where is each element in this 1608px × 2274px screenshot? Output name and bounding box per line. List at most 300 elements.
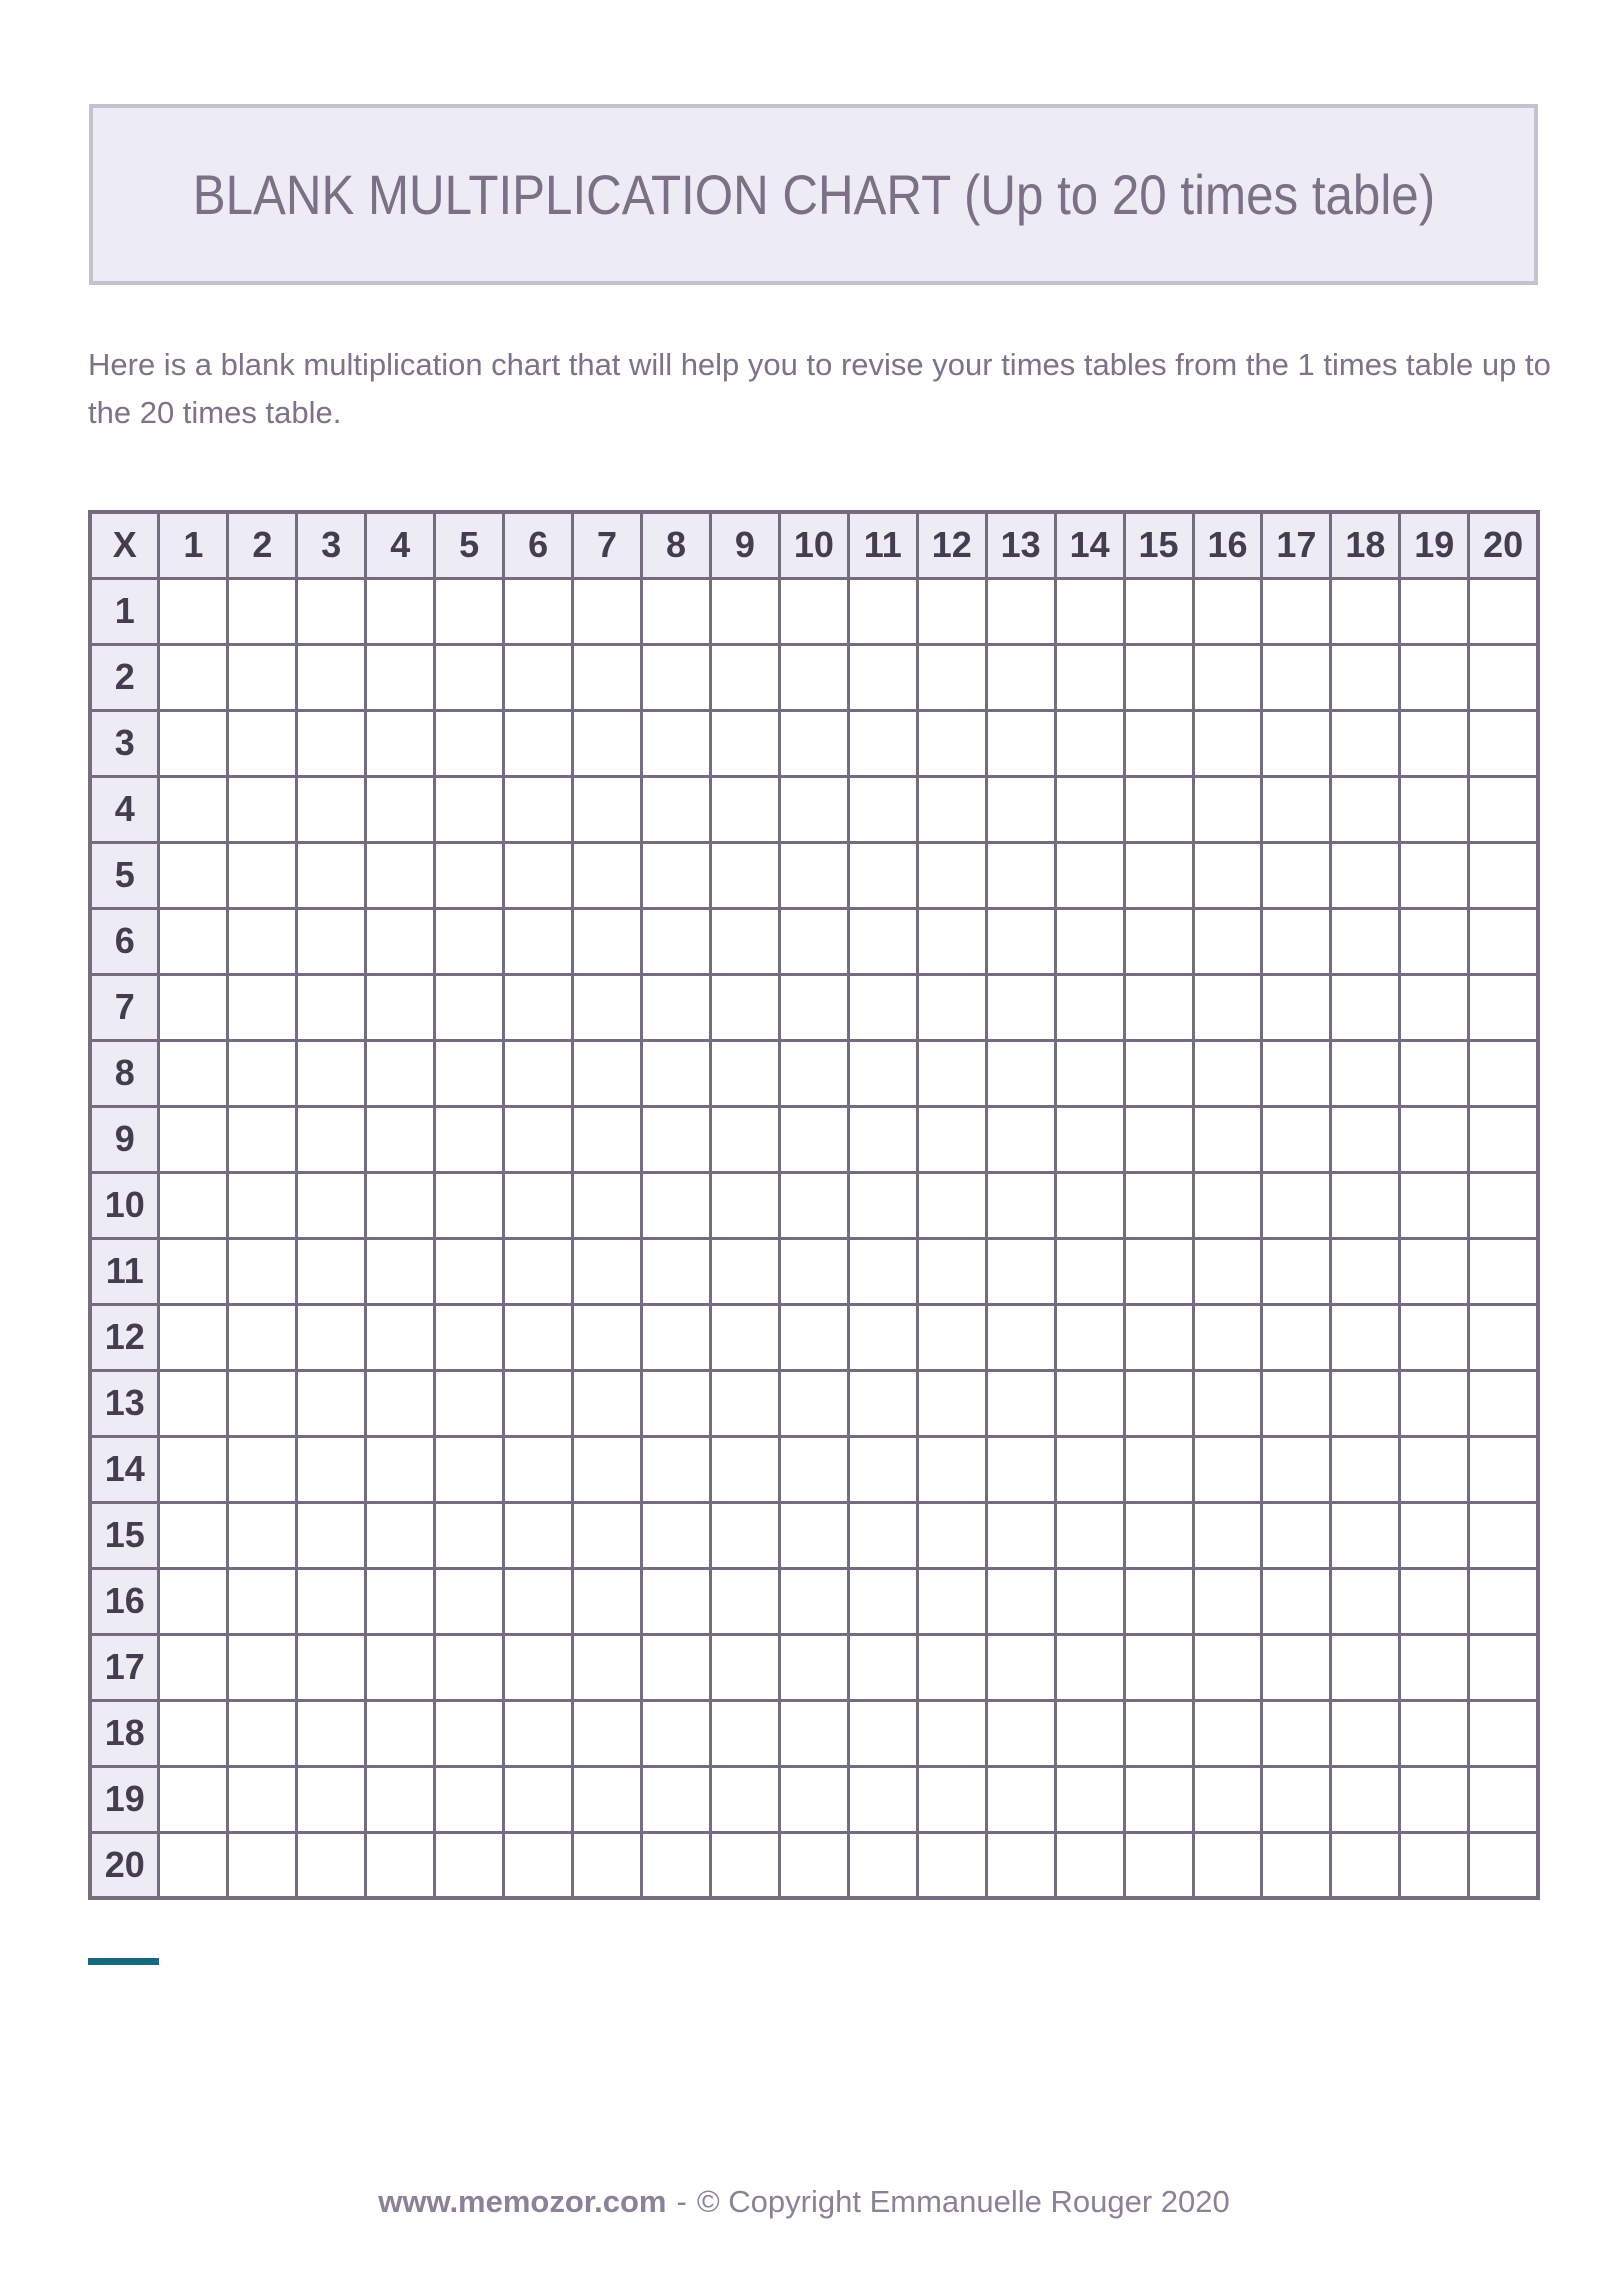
- grid-cell: [1262, 1634, 1331, 1700]
- grid-cell: [848, 974, 917, 1040]
- grid-cell: [1331, 1040, 1400, 1106]
- grid-cell: [986, 1832, 1055, 1898]
- grid-cell: [1469, 1106, 1538, 1172]
- grid-cell: [1055, 1568, 1124, 1634]
- grid-cell: [366, 578, 435, 644]
- grid-cell: [228, 1304, 297, 1370]
- table-row: [90, 1502, 1538, 1568]
- grid-cell: [917, 1304, 986, 1370]
- grid-cell: [366, 644, 435, 710]
- column-header-cell: 11: [848, 512, 917, 578]
- grid-cell: [573, 1634, 642, 1700]
- row-header-cell: 10: [90, 1172, 159, 1238]
- grid-cell: [504, 842, 573, 908]
- row-header-cell: 7: [90, 974, 159, 1040]
- row-header-cell: 17: [90, 1634, 159, 1700]
- grid-cell: [504, 1436, 573, 1502]
- row-header-cell: 8: [90, 1040, 159, 1106]
- grid-cell: [504, 710, 573, 776]
- grid-cell: [986, 578, 1055, 644]
- grid-cell: [1193, 1172, 1262, 1238]
- grid-cell: [642, 1040, 711, 1106]
- column-header-cell: 16: [1193, 512, 1262, 578]
- grid-cell: [228, 908, 297, 974]
- grid-cell: [159, 1238, 228, 1304]
- grid-cell: [228, 1568, 297, 1634]
- grid-cell: [504, 776, 573, 842]
- column-header-cell: 19: [1400, 512, 1469, 578]
- grid-cell: [1262, 1106, 1331, 1172]
- grid-cell: [848, 842, 917, 908]
- grid-cell: [710, 974, 779, 1040]
- grid-cell: [1193, 1040, 1262, 1106]
- grid-cell: [917, 1568, 986, 1634]
- grid-cell: [1193, 578, 1262, 644]
- table-header-row: [90, 512, 1538, 578]
- grid-cell: [986, 644, 1055, 710]
- table-row: [90, 1238, 1538, 1304]
- grid-cell: [986, 1436, 1055, 1502]
- grid-cell: [710, 710, 779, 776]
- grid-cell: [366, 1238, 435, 1304]
- grid-cell: [917, 1106, 986, 1172]
- row-header-cell: 5: [90, 842, 159, 908]
- grid-cell: [779, 974, 848, 1040]
- grid-cell: [710, 1700, 779, 1766]
- grid-cell: [1469, 1172, 1538, 1238]
- grid-cell: [366, 710, 435, 776]
- grid-cell: [573, 1370, 642, 1436]
- grid-cell: [1469, 578, 1538, 644]
- table-row: [90, 776, 1538, 842]
- grid-cell: [642, 1766, 711, 1832]
- grid-cell: [917, 1172, 986, 1238]
- grid-cell: [228, 974, 297, 1040]
- column-header-cell: 12: [917, 512, 986, 578]
- grid-cell: [159, 1040, 228, 1106]
- grid-cell: [1469, 1238, 1538, 1304]
- grid-cell: [159, 1568, 228, 1634]
- table-row: [90, 1832, 1538, 1898]
- grid-cell: [1262, 1436, 1331, 1502]
- grid-cell: [1469, 1700, 1538, 1766]
- grid-cell: [1124, 1502, 1193, 1568]
- grid-cell: [642, 644, 711, 710]
- table-row: [90, 1040, 1538, 1106]
- grid-cell: [297, 1304, 366, 1370]
- grid-cell: [504, 1172, 573, 1238]
- grid-cell: [1193, 1700, 1262, 1766]
- grid-cell: [1400, 644, 1469, 710]
- grid-cell: [366, 908, 435, 974]
- table-row: [90, 710, 1538, 776]
- grid-cell: [642, 1700, 711, 1766]
- column-header-cell: 13: [986, 512, 1055, 578]
- grid-cell: [1055, 842, 1124, 908]
- grid-cell: [297, 908, 366, 974]
- grid-cell: [1469, 776, 1538, 842]
- grid-cell: [1469, 842, 1538, 908]
- grid-cell: [573, 1172, 642, 1238]
- grid-cell: [1193, 1766, 1262, 1832]
- grid-cell: [159, 1634, 228, 1700]
- table-row: [90, 908, 1538, 974]
- row-header-cell: 13: [90, 1370, 159, 1436]
- grid-cell: [1262, 1700, 1331, 1766]
- grid-cell: [1400, 1436, 1469, 1502]
- grid-cell: [848, 1304, 917, 1370]
- grid-cell: [228, 1832, 297, 1898]
- grid-cell: [228, 1040, 297, 1106]
- grid-cell: [228, 1370, 297, 1436]
- grid-cell: [848, 710, 917, 776]
- grid-cell: [848, 578, 917, 644]
- grid-cell: [366, 974, 435, 1040]
- grid-cell: [1400, 1634, 1469, 1700]
- column-header-cell: 8: [642, 512, 711, 578]
- row-header-cell: 20: [90, 1832, 159, 1898]
- grid-cell: [1124, 1172, 1193, 1238]
- grid-cell: [1262, 908, 1331, 974]
- grid-cell: [1055, 1238, 1124, 1304]
- grid-cell: [1055, 908, 1124, 974]
- accent-underline-bar: [88, 1958, 159, 1965]
- grid-cell: [1469, 974, 1538, 1040]
- grid-cell: [435, 644, 504, 710]
- grid-cell: [1469, 908, 1538, 974]
- grid-cell: [435, 842, 504, 908]
- grid-cell: [710, 1040, 779, 1106]
- grid-cell: [848, 1040, 917, 1106]
- grid-cell: [159, 974, 228, 1040]
- grid-cell: [1469, 1502, 1538, 1568]
- grid-cell: [917, 578, 986, 644]
- row-header-cell: 15: [90, 1502, 159, 1568]
- grid-cell: [366, 1106, 435, 1172]
- grid-cell: [917, 1832, 986, 1898]
- column-header-cell: 4: [366, 512, 435, 578]
- grid-cell: [435, 1700, 504, 1766]
- grid-cell: [1124, 908, 1193, 974]
- grid-cell: [228, 1172, 297, 1238]
- grid-cell: [710, 1502, 779, 1568]
- grid-cell: [573, 776, 642, 842]
- grid-cell: [848, 1370, 917, 1436]
- column-header-cell: 15: [1124, 512, 1193, 578]
- grid-cell: [1124, 644, 1193, 710]
- grid-cell: [1400, 1832, 1469, 1898]
- grid-cell: [710, 1832, 779, 1898]
- grid-cell: [297, 1436, 366, 1502]
- grid-cell: [710, 1634, 779, 1700]
- grid-cell: [1400, 710, 1469, 776]
- grid-cell: [1469, 644, 1538, 710]
- grid-cell: [779, 1700, 848, 1766]
- table-row: [90, 1172, 1538, 1238]
- grid-cell: [917, 842, 986, 908]
- grid-cell: [710, 644, 779, 710]
- grid-cell: [1400, 842, 1469, 908]
- column-header-cell: 17: [1262, 512, 1331, 578]
- grid-cell: [1055, 1832, 1124, 1898]
- grid-cell: [573, 908, 642, 974]
- grid-cell: [1124, 842, 1193, 908]
- grid-cell: [710, 1568, 779, 1634]
- grid-cell: [917, 1370, 986, 1436]
- grid-cell: [642, 1502, 711, 1568]
- grid-cell: [710, 1304, 779, 1370]
- grid-cell: [642, 1832, 711, 1898]
- grid-cell: [297, 1832, 366, 1898]
- copyright-text: © Copyright Emmanuelle Rouger 2020: [696, 2184, 1230, 2219]
- grid-cell: [1055, 1370, 1124, 1436]
- site-url[interactable]: www.memozor.com: [378, 2184, 667, 2219]
- grid-cell: [1193, 1436, 1262, 1502]
- grid-cell: [228, 1106, 297, 1172]
- table-row: [90, 974, 1538, 1040]
- grid-cell: [779, 1172, 848, 1238]
- row-header-cell: 1: [90, 578, 159, 644]
- grid-cell: [366, 1568, 435, 1634]
- grid-cell: [1331, 842, 1400, 908]
- grid-cell: [573, 1436, 642, 1502]
- grid-cell: [435, 1238, 504, 1304]
- grid-cell: [1400, 1370, 1469, 1436]
- grid-cell: [504, 1106, 573, 1172]
- grid-cell: [297, 1502, 366, 1568]
- row-header-cell: 4: [90, 776, 159, 842]
- grid-cell: [779, 842, 848, 908]
- grid-cell: [779, 1436, 848, 1502]
- grid-cell: [504, 1370, 573, 1436]
- grid-cell: [779, 1832, 848, 1898]
- table-row: [90, 644, 1538, 710]
- grid-cell: [848, 908, 917, 974]
- grid-cell: [1124, 1568, 1193, 1634]
- grid-cell: [986, 842, 1055, 908]
- grid-cell: [573, 1304, 642, 1370]
- title-box: [89, 104, 1538, 285]
- grid-cell: [1469, 1832, 1538, 1898]
- grid-cell: [573, 578, 642, 644]
- grid-cell: [297, 1106, 366, 1172]
- grid-cell: [573, 1568, 642, 1634]
- grid-cell: [159, 1304, 228, 1370]
- grid-cell: [159, 1832, 228, 1898]
- grid-cell: [159, 1700, 228, 1766]
- grid-cell: [1331, 1106, 1400, 1172]
- grid-cell: [228, 1700, 297, 1766]
- grid-cell: [573, 644, 642, 710]
- grid-cell: [848, 776, 917, 842]
- grid-cell: [297, 710, 366, 776]
- grid-cell: [1469, 1304, 1538, 1370]
- column-header-cell: 14: [1055, 512, 1124, 578]
- grid-cell: [435, 908, 504, 974]
- grid-cell: [642, 1106, 711, 1172]
- grid-cell: [779, 1370, 848, 1436]
- table-row: [90, 1700, 1538, 1766]
- grid-cell: [1469, 1436, 1538, 1502]
- grid-cell: [848, 1106, 917, 1172]
- grid-cell: [297, 842, 366, 908]
- grid-cell: [642, 842, 711, 908]
- grid-cell: [573, 1238, 642, 1304]
- grid-cell: [642, 974, 711, 1040]
- grid-cell: [366, 776, 435, 842]
- grid-cell: [1469, 1634, 1538, 1700]
- grid-cell: [435, 1766, 504, 1832]
- row-header-cell: 6: [90, 908, 159, 974]
- grid-cell: [159, 1106, 228, 1172]
- column-header-cell: 3: [297, 512, 366, 578]
- column-header-cell: 5: [435, 512, 504, 578]
- grid-cell: [1331, 1304, 1400, 1370]
- grid-cell: [504, 1568, 573, 1634]
- grid-cell: [1193, 908, 1262, 974]
- grid-cell: [848, 1436, 917, 1502]
- grid-cell: [1055, 1766, 1124, 1832]
- grid-cell: [1400, 908, 1469, 974]
- grid-cell: [642, 1568, 711, 1634]
- column-header-cell: 10: [779, 512, 848, 578]
- grid-cell: [1331, 710, 1400, 776]
- grid-cell: [297, 1568, 366, 1634]
- grid-cell: [297, 1040, 366, 1106]
- row-header-cell: 16: [90, 1568, 159, 1634]
- grid-cell: [297, 578, 366, 644]
- grid-cell: [1400, 1040, 1469, 1106]
- grid-cell: [228, 644, 297, 710]
- grid-cell: [159, 1172, 228, 1238]
- grid-cell: [917, 1436, 986, 1502]
- grid-cell: [297, 1634, 366, 1700]
- grid-cell: [917, 908, 986, 974]
- grid-cell: [1262, 1040, 1331, 1106]
- grid-cell: [710, 1436, 779, 1502]
- grid-cell: [1400, 1172, 1469, 1238]
- grid-cell: [159, 578, 228, 644]
- multiplication-table: [88, 510, 1540, 1900]
- grid-cell: [1331, 1832, 1400, 1898]
- grid-cell: [1400, 1766, 1469, 1832]
- grid-cell: [779, 1634, 848, 1700]
- grid-cell: [366, 1040, 435, 1106]
- grid-cell: [159, 776, 228, 842]
- grid-cell: [1124, 776, 1193, 842]
- grid-cell: [366, 1304, 435, 1370]
- grid-cell: [504, 644, 573, 710]
- grid-cell: [1262, 1766, 1331, 1832]
- grid-cell: [504, 1634, 573, 1700]
- grid-cell: [159, 1766, 228, 1832]
- grid-cell: [1193, 1304, 1262, 1370]
- grid-cell: [642, 776, 711, 842]
- grid-cell: [504, 908, 573, 974]
- grid-cell: [159, 1436, 228, 1502]
- grid-cell: [779, 1040, 848, 1106]
- grid-cell: [710, 1370, 779, 1436]
- grid-cell: [779, 1568, 848, 1634]
- grid-cell: [435, 578, 504, 644]
- grid-cell: [1400, 1502, 1469, 1568]
- grid-cell: [986, 710, 1055, 776]
- grid-cell: [1400, 1700, 1469, 1766]
- grid-cell: [917, 1238, 986, 1304]
- grid-cell: [1124, 1040, 1193, 1106]
- grid-cell: [159, 1370, 228, 1436]
- grid-cell: [1469, 1766, 1538, 1832]
- grid-cell: [573, 1766, 642, 1832]
- grid-cell: [1124, 974, 1193, 1040]
- grid-cell: [228, 1766, 297, 1832]
- grid-cell: [1055, 644, 1124, 710]
- grid-cell: [573, 1700, 642, 1766]
- grid-cell: [848, 644, 917, 710]
- grid-cell: [779, 908, 848, 974]
- grid-cell: [642, 1238, 711, 1304]
- table-row: [90, 1766, 1538, 1832]
- grid-cell: [1124, 1238, 1193, 1304]
- grid-cell: [435, 1568, 504, 1634]
- grid-cell: [504, 1238, 573, 1304]
- grid-cell: [779, 1238, 848, 1304]
- grid-cell: [1262, 842, 1331, 908]
- footer-separator: -: [676, 2184, 687, 2219]
- grid-cell: [1193, 1832, 1262, 1898]
- grid-cell: [1055, 1172, 1124, 1238]
- grid-cell: [710, 1172, 779, 1238]
- grid-cell: [1262, 776, 1331, 842]
- grid-cell: [1469, 710, 1538, 776]
- grid-cell: [779, 1502, 848, 1568]
- column-header-cell: 2: [228, 512, 297, 578]
- grid-cell: [1262, 1568, 1331, 1634]
- grid-cell: [986, 1106, 1055, 1172]
- grid-cell: [366, 1766, 435, 1832]
- grid-cell: [573, 1106, 642, 1172]
- grid-cell: [573, 1832, 642, 1898]
- intro-paragraph: Here is a blank multiplication chart that will help you to revise your times tables from the 1 times table up to the 20 times table.: [88, 347, 1551, 430]
- grid-cell: [986, 1568, 1055, 1634]
- grid-cell: [1262, 644, 1331, 710]
- grid-cell: [1055, 578, 1124, 644]
- row-header-cell: 18: [90, 1700, 159, 1766]
- grid-cell: [779, 644, 848, 710]
- grid-cell: [1124, 1766, 1193, 1832]
- grid-cell: [1331, 1502, 1400, 1568]
- grid-cell: [917, 1634, 986, 1700]
- grid-cell: [642, 578, 711, 644]
- grid-cell: [917, 1502, 986, 1568]
- grid-cell: [710, 578, 779, 644]
- grid-cell: [1193, 710, 1262, 776]
- grid-cell: [710, 1766, 779, 1832]
- grid-cell: [435, 1106, 504, 1172]
- grid-cell: [1262, 710, 1331, 776]
- grid-cell: [228, 1502, 297, 1568]
- row-header-cell: 3: [90, 710, 159, 776]
- grid-cell: [710, 908, 779, 974]
- grid-cell: [1055, 1040, 1124, 1106]
- grid-cell: [779, 1106, 848, 1172]
- grid-cell: [366, 1436, 435, 1502]
- grid-cell: [1124, 1106, 1193, 1172]
- grid-cell: [1400, 1238, 1469, 1304]
- grid-cell: [159, 1502, 228, 1568]
- grid-cell: [1193, 974, 1262, 1040]
- grid-cell: [642, 710, 711, 776]
